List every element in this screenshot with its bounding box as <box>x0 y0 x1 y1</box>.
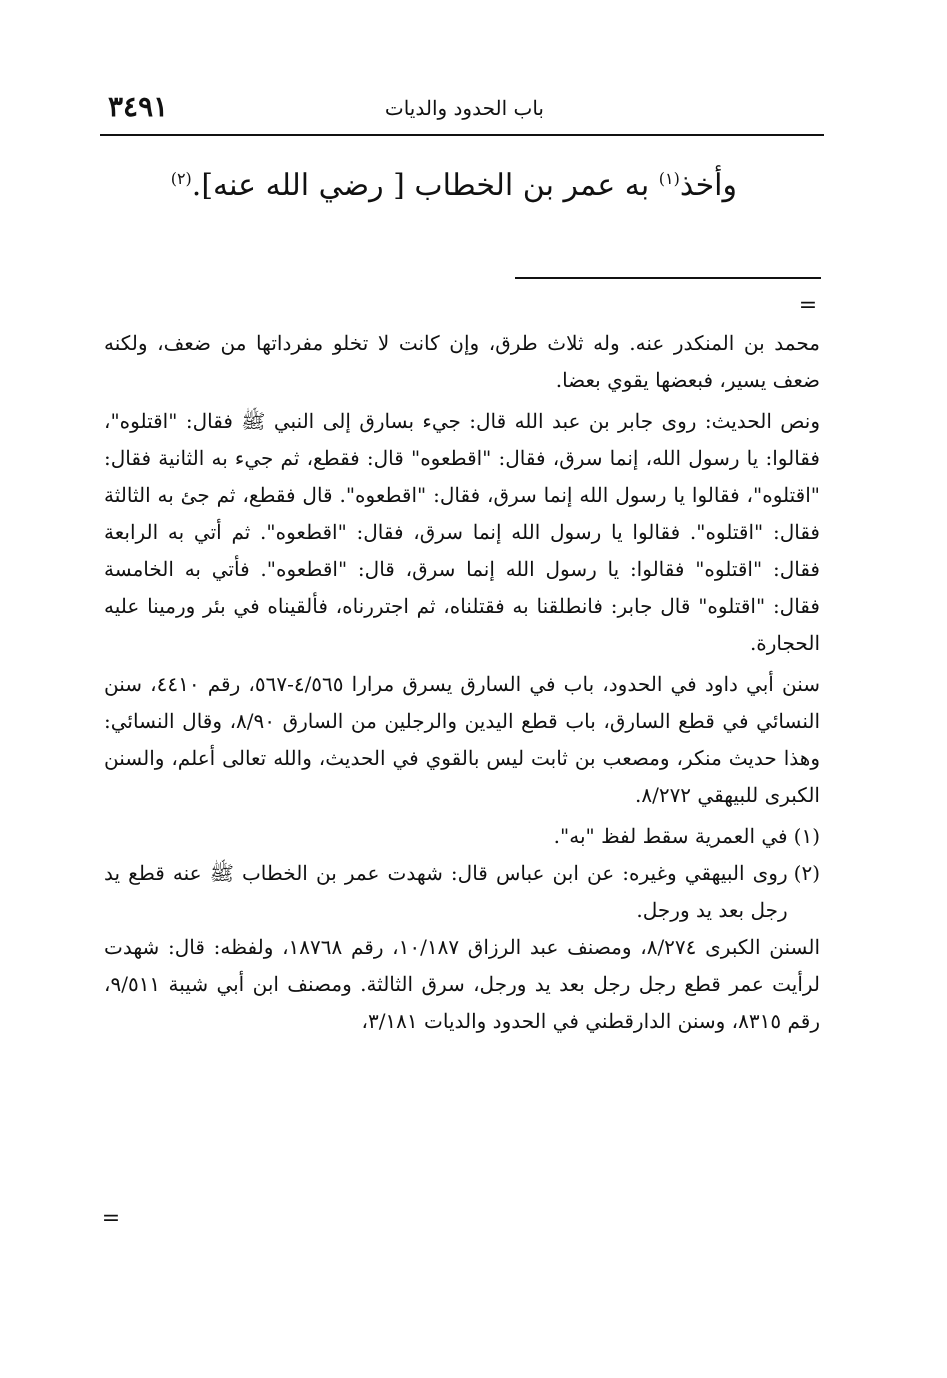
continuation-mark-bottom: = <box>101 1206 121 1231</box>
sources-paragraph: سنن أبي داود في الحدود، باب في السارق يسرق مرارا ٤/٥٦٥-٥٦٧، رقم ٤٤١٠، سنن النسائي في قطع السارق، باب قطع اليدين والرجلين من السارق ٨/٩٠، وقال النسائي: وهذا حديث منكر، ومصعب بن ثابت ليس بالقوي في الحديث، والله تعالى أعلم، والسنن الكبرى للبيهقي ٨/٢٧٢. <box>104 672 821 807</box>
footnote-1-text: في العمرية سقط لفظ "به". <box>553 824 788 848</box>
page-header <box>100 88 824 132</box>
footnote-1-marker: (١) <box>658 169 680 188</box>
footnote-2-sources: السنن الكبرى ٨/٢٧٤، ومصنف عبد الرزاق ١٠/١٨٧، رقم ١٨٧٦٨، ولفظه: قال: شهدت لرأيت عمر قطع رجل رجل بعد يد ورجل، سرق الثالثة. ومصنف ابن أبي شيبة ٩/٥١١، رقم ٨٣١٥، وسنن الدارقطني في الحدود والديات ٣/١٨١، <box>104 935 821 1033</box>
footnote-2-text: روى البيهقي وغيره: عن ابن عباس قال: شهدت عمر بن الخطاب ﷺ عنه قطع يد رجل بعد يد ورجل. <box>104 861 788 922</box>
footnote-1 <box>104 818 820 855</box>
page-number: ٣٤٩١ <box>108 90 169 123</box>
footnote-2-number: (٢) <box>793 861 820 885</box>
footnotes-section <box>104 325 820 1044</box>
footnote-2 <box>104 855 820 929</box>
footnote-separator <box>515 277 821 279</box>
running-title: باب الحدود والديات <box>384 96 544 120</box>
main-text-start: وأخذ <box>679 168 737 203</box>
footnote-1-number: (١) <box>793 824 820 848</box>
continuation-mark-top: = <box>798 293 818 318</box>
header-divider <box>100 134 824 136</box>
footnote-2-marker: (٢) <box>170 169 192 188</box>
footnote-continuation-paragraph: محمد بن المنكدر عنه. وله ثلاث طرق، وإن كانت لا تخلو مفرداتها من ضعف، ولكنه ضعف يسير، فبعضها يقوي بعضا. <box>104 331 820 392</box>
main-text-line <box>171 168 737 203</box>
hadith-text-paragraph: ونص الحديث: روى جابر بن عبد الله قال: جيء بسارق إلى النبي ﷺ فقال: "اقتلوه"، فقالوا: يا رسول الله، إنما سرق، فقال: "اقطعوه" قال: فقطع، ثم جيء به الثانية فقال: "اقتلوه"، فقالوا يا رسول الله إنما سرق، فقال: "اقطعوه". قال فقطع، ثم جئ به الثالثة فقال: "اقتلوه". فقالوا يا رسول الله إنما سرق، فقال: "اقطعوه". ثم أتي به الرابعة فقال: "اقتلوه" فقالوا: يا رسول الله إنما سرق، قال: "اقطعوه". فأتي به الخامسة فقال: "اقتلوه" قال جابر: فانطلقنا به فقتلناه، ثم اجتررناه، فألقيناه في بئر ورمينا عليه الحجارة. <box>104 409 820 655</box>
main-text-end: به عمر بن الخطاب [ رضي الله عنه]. <box>191 168 659 203</box>
